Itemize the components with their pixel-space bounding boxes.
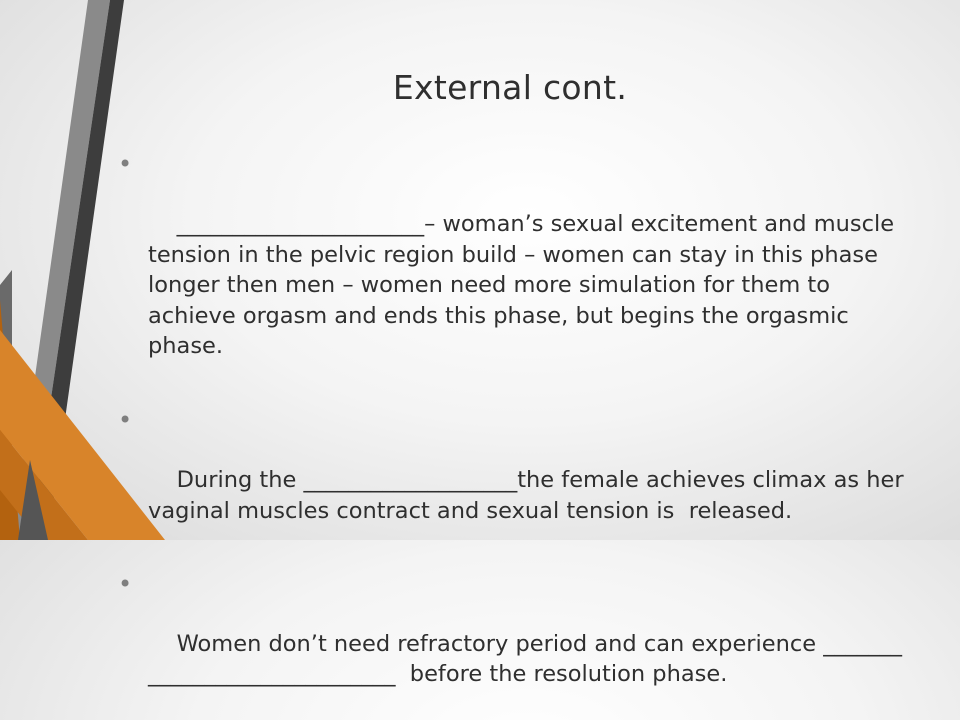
bullet-list <box>118 148 908 720</box>
bullet-dot-icon: • <box>118 569 132 600</box>
slide-title: External cont. <box>330 68 690 107</box>
bullet-text: Women don’t need refractory period and can experience _______ ______________________ before the resolution phase. <box>148 631 909 688</box>
bullet-dot-icon: • <box>118 405 132 436</box>
bullet-text: ______________________– woman’s sexual excitement and muscle tension in the pelvic region build – women can stay in this phase longer then men – women need more simulation for them to achieve orgasm and ends this phase, but begins the orgasmic phase. <box>148 211 901 359</box>
bullet-item <box>118 404 908 557</box>
bullet-item <box>118 568 908 720</box>
bullet-text: During the ___________________the female achieves climax as her vaginal muscles contract and sexual tension is released. <box>148 467 911 524</box>
bullet-dot-icon: • <box>118 149 132 180</box>
bullet-item <box>118 148 908 392</box>
